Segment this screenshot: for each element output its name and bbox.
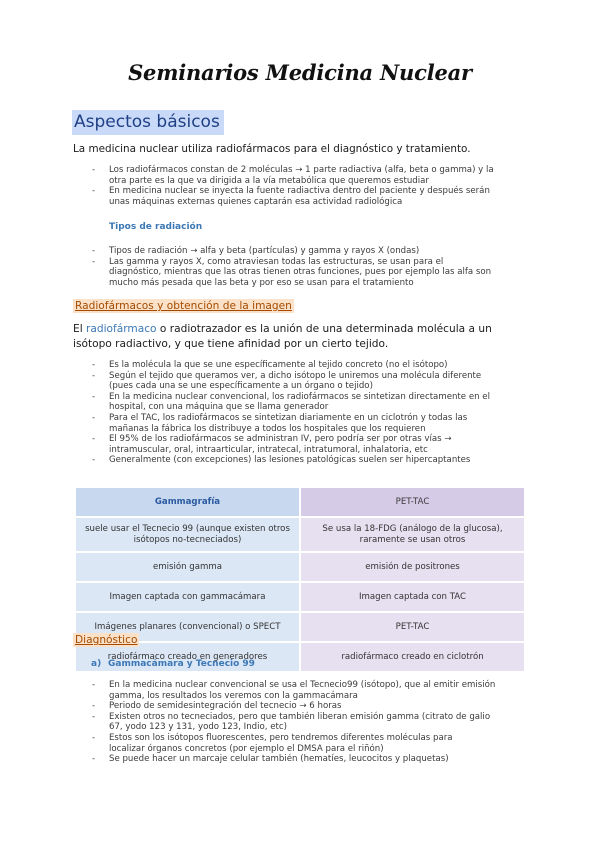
list-item: - El 95% de los radiofármacos se administran IV, pero podría ser por otras vías → <box>92 434 532 445</box>
table-row <box>75 582 525 612</box>
radiofarmaco-definition <box>73 322 533 352</box>
bullet-list-basics <box>92 165 532 207</box>
table-cell: PET-TAC <box>300 612 525 642</box>
list-item: - Estos son los isótopos fluorescentes, pero tendremos diferentes moléculas para <box>92 733 532 744</box>
table-cell: suele usar el Tecnecio 99 (aunque existen otros isótopos no-tecneciados) <box>75 517 300 552</box>
section-heading-radiofarmacos: Radiofármacos y obtención de la imagen <box>75 300 292 312</box>
table-row <box>75 552 525 582</box>
table-cell: radiofármaco creado en generadores <box>75 642 300 672</box>
section-heading-aspectos-basicos: Aspectos básicos <box>72 110 224 135</box>
table-cell: Imagen captada con TAC <box>300 582 525 612</box>
list-item: - Según el tejido que queramos ver, a dicho isótopo le uniremos una molécula diferente <box>92 371 532 382</box>
list-item-continuation: 67, yodo 123 y 131, yodo 123, Indio, etc) <box>109 722 287 733</box>
highlight-term: radiofármaco <box>86 323 157 335</box>
subsection-label: Gammacámara y Tecnecio 99 <box>108 659 255 669</box>
bullet-list-radiation <box>92 246 532 288</box>
list-item-continuation: (pues cada una se une específicamente a un órgano o tejido) <box>109 381 373 392</box>
list-item: - Existen otros no tecneciados, pero que también liberan emisión gamma (citrato de galio <box>92 712 532 723</box>
list-item: - En la medicina nuclear convencional, los radiofármacos se sintetizan directamente en el <box>92 392 532 403</box>
list-item-continuation: otra parte es la que va dirigida a la vía metabólica que queremos estudiar <box>109 175 429 186</box>
bullet-list-diagnostico <box>92 680 532 765</box>
table-row <box>75 612 525 642</box>
list-item-continuation: unas máquinas externas quienes captarán esa actividad radiológica <box>109 196 403 207</box>
list-item-continuation: hospital, con una máquina que se llama generador <box>109 402 329 413</box>
list-item: - Tipos de radiación → alfa y beta (partículas) y gamma y rayos X (ondas) <box>92 246 532 257</box>
page-title: Seminarios Medicina Nuclear <box>128 60 472 85</box>
list-item: - Para el TAC, los radiofármacos se sintetizan diariamente en un ciclotrón y todas las <box>92 413 532 424</box>
list-item-continuation: localizar órganos concretos (por ejemplo el DMSA para el riñón) <box>109 743 384 754</box>
table-header-pet-tac: PET-TAC <box>300 487 525 517</box>
list-item: - Generalmente (con excepciones) las lesiones patológicas suelen ser hipercaptantes <box>92 455 532 466</box>
list-item-continuation: gamma, los resultados los veremos con la gammacámara <box>109 690 358 701</box>
subsection-number: a) <box>91 659 102 669</box>
lead-rest: o radiotrazador es la unión de una determinada molécula a un isótopo radiactivo, y que tiene afinidad por un cierto tejido. <box>73 323 492 350</box>
list-item: - Las gamma y rayos X, como atraviesan todas las estructuras, se usan para el <box>92 257 532 268</box>
list-item: - Se puede hacer un marcaje celular también (hematíes, leucocitos y plaquetas) <box>92 754 532 765</box>
list-item: - En la medicina nuclear convencional se usa el Tecnecio99 (isótopo), que al emitir emisión <box>92 680 532 691</box>
bullet-list-radiofarmacos <box>92 360 532 466</box>
list-item-continuation: mucho más pesada que las beta y por eso se usan para el tratamiento <box>109 277 414 288</box>
table-row <box>75 517 525 552</box>
list-item-continuation: intramuscular, oral, intraarticular, intratecal, intratumoral, inhalatoria, etc <box>109 444 428 455</box>
list-item: - En medicina nuclear se inyecta la fuente radiactiva dentro del paciente y después serán <box>92 186 532 197</box>
list-item: - Es la molécula la que se une específicamente al tejido concreto (no el isótopo) <box>92 360 532 371</box>
comparison-table <box>74 486 526 673</box>
table-header-row <box>75 487 525 517</box>
list-item: - Periodo de semidesintegración del tecnecio → 6 horas <box>92 701 532 712</box>
table-cell: Se usa la 18-FDG (análogo de la glucosa), raramente se usan otros <box>300 517 525 552</box>
table-cell: radiofármaco creado en ciclotrón <box>300 642 525 672</box>
subsection-gammacamara <box>91 659 255 669</box>
list-item-continuation: mañanas la fábrica los distribuye a todos los hospitales que los requieren <box>109 423 426 434</box>
list-item-continuation: diagnóstico, mientras que las otras tienen otras funciones, pues por ejemplo las alfa son <box>109 267 492 278</box>
table-header-gammagrafia: Gammagrafía <box>75 487 300 517</box>
lead-prefix: El <box>73 323 87 335</box>
list-item: - Los radiofármacos constan de 2 moléculas → 1 parte radiactiva (alfa, beta o gamma) y la <box>92 165 532 176</box>
table-cell: Imagen captada con gammacámara <box>75 582 300 612</box>
section-intro: La medicina nuclear utiliza radiofármacos para el diagnóstico y tratamiento. <box>73 143 471 155</box>
table-cell: Imágenes planares (convencional) o SPECT <box>75 612 300 642</box>
table-cell: emisión gamma <box>75 552 300 582</box>
subheading-tipos-radiacion: Tipos de radiación <box>109 222 203 232</box>
section-heading-diagnostico: Diagnóstico <box>75 634 138 646</box>
table-cell: emisión de positrones <box>300 552 525 582</box>
